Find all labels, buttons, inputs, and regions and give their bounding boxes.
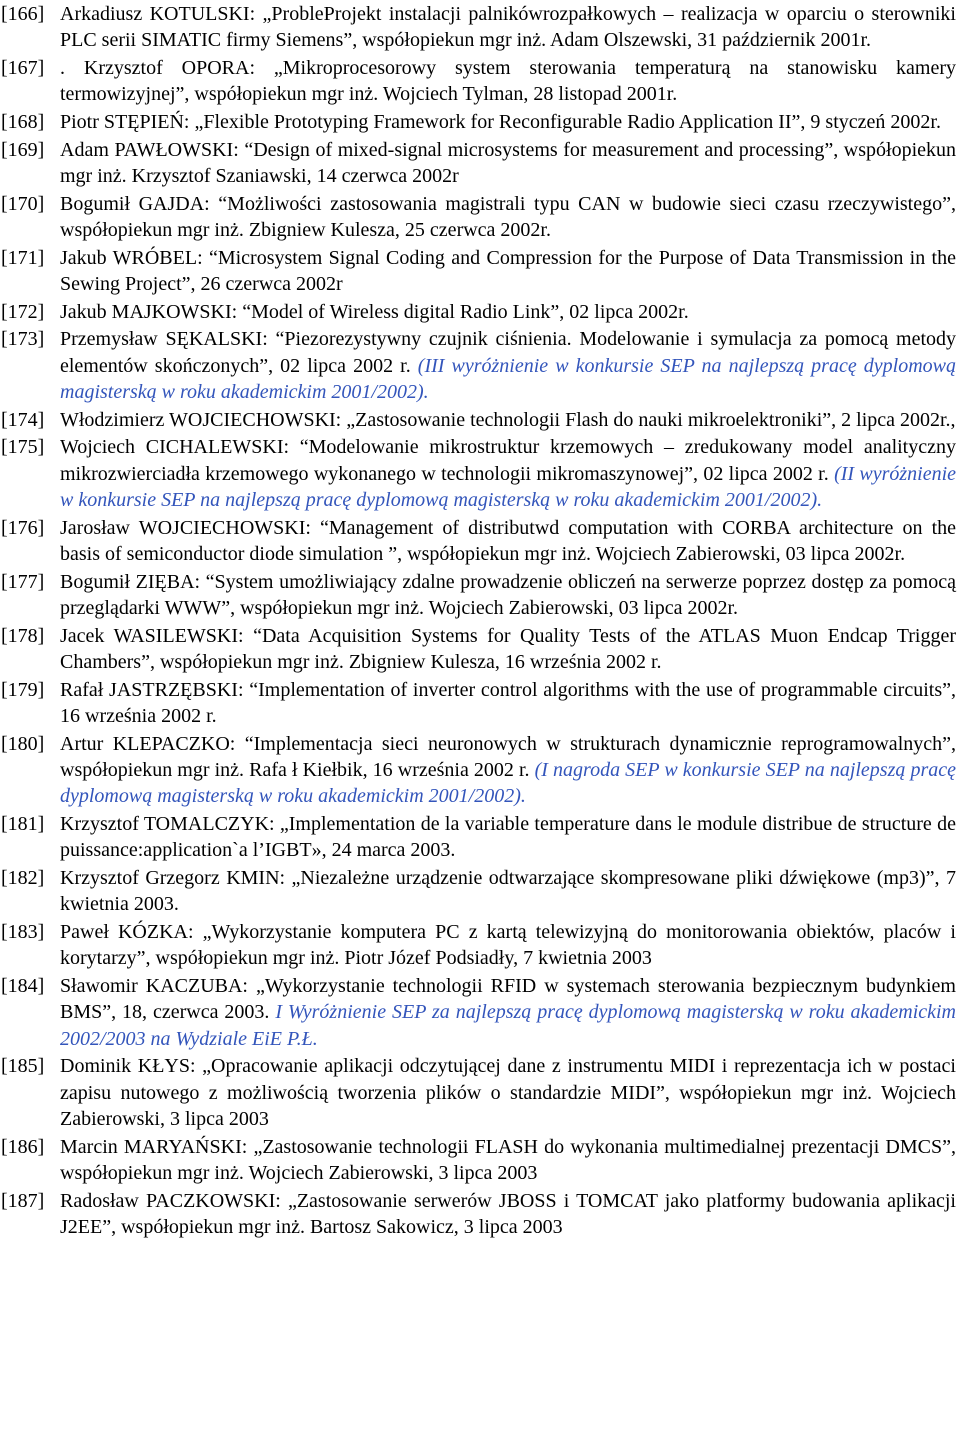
entry-number: [167]: [1, 57, 45, 79]
entry-body: [60, 677, 956, 730]
entry-number: [170]: [1, 192, 45, 215]
bibliography-entry: [0, 1053, 956, 1132]
entry-number: [186]: [1, 1135, 45, 1158]
entry-body: [60, 1053, 956, 1132]
entry-text: Wojciech CICHALEWSKI: “Modelowanie mikrostruktur krzemowych – zredukowany model analityczny mikrozwierciadła krzemowego wykonanego w technologii mikromaszynowej”, 02 lipca 2002 r.: [60, 436, 956, 485]
entry-text: Radosław PACZKOWSKI: „Zastosowanie serwerów JBOSS i TOMCAT jako platformy budowania aplikacji J2EE”, współopiekun mgr inż. Bartosz Sakowicz, 3 lipca 2003: [60, 1189, 956, 1239]
entry-number: [185]: [1, 1055, 45, 1078]
entry-body: [60, 865, 956, 918]
entry-body: [60, 1134, 956, 1187]
entry-text: Krzysztof Grzegorz KMIN: „Niezależne urządzenie odtwarzające skompresowane pliki dźwiękowe (mp3)”, 7 kwietnia 2003.: [60, 867, 956, 916]
entry-body: [60, 811, 956, 864]
bibliography-entry: [0, 299, 956, 325]
bibliography-entry: [0, 1188, 956, 1241]
entry-number: [181]: [1, 813, 45, 835]
bibliography-entry: [0, 137, 956, 190]
entry-body: [60, 623, 956, 676]
entry-text: Krzysztof TOMALCZYK: „Implementation de la variable temperature dans le module distribue de structure de puissance:application`a l’IGBT», 24 marca 2003.: [60, 813, 956, 862]
entry-number: [187]: [1, 1189, 45, 1212]
bibliography-entry: [0, 919, 956, 972]
entry-text: Włodzimierz WOJCIECHOWSKI: „Zastosowanie technologii Flash do nauki mikroelektroniki”, 2 lipca 2002r.,: [60, 408, 956, 431]
entry-award-note: (I nagroda SEP w konkursie SEP na najlepszą pracę dyplomową magisterską w roku akademickim 2001/2002).: [60, 759, 956, 808]
bibliography-entry: [0, 55, 956, 108]
entry-text: Przemysław SĘKALSKI: “Piezorezystywny czujnik ciśnienia. Modelowanie i symulacja za pomocą metody elementów skończonych”, 02 lipca 2002 r.: [60, 328, 956, 377]
entry-body: [60, 1188, 956, 1241]
entry-text: Sławomir KACZUBA: „Wykorzystanie technologii RFID w systemach sterowania bezpiecznym budynkiem BMS”, 18, czerwca 2003.: [60, 975, 956, 1024]
bibliography-entry: [0, 434, 956, 513]
bibliography-entry: [0, 623, 956, 676]
entry-text: Artur KLEPACZKO: “Implementacja sieci neuronowych w strukturach dynamicznie reprogramowalnych”, współopiekun mgr inż. Rafa ł Kiełbik, 16 września 2002 r.: [60, 732, 956, 781]
entry-number: [169]: [1, 138, 45, 161]
entry-body: [60, 245, 956, 298]
entry-text: Rafał JASTRZĘBSKI: “Implementation of inverter control algorithms with the use of programmable circuits”, 16 września 2002 r.: [60, 678, 956, 727]
entry-number: [168]: [1, 111, 45, 133]
entry-text: Bogumił GAJDA: “Możliwości zastosowania magistrali typu CAN w budowie sieci czasu rzeczywistego”, współopiekun mgr inż. Zbigniew Kulesza, 25 czerwca 2002r.: [60, 192, 956, 241]
entry-number: [183]: [1, 921, 45, 943]
entry-text: Jakub WRÓBEL: “Microsystem Signal Coding and Compression for the Purpose of Data Transmission in the Sewing Project”, 26 czerwca 2002r: [60, 246, 956, 295]
entry-body: [60, 973, 956, 1052]
bibliography-entry: [0, 973, 956, 1052]
entry-text: Jakub MAJKOWSKI: “Model of Wireless digital Radio Link”, 02 lipca 2002r.: [60, 300, 689, 323]
entry-body: [60, 407, 956, 433]
bibliography-entry: [0, 109, 956, 135]
entry-number: [175]: [1, 436, 45, 459]
bibliography-entry: [0, 407, 956, 433]
entry-award-note: (III wyróżnienie w konkursie SEP na najlepszą pracę dyplomową magisterską w roku akademickim 2001/2002).: [60, 354, 956, 403]
bibliography-entry: [0, 569, 956, 622]
entry-text: Bogumił ZIĘBA: “System umożliwiający zdalne prowadzenie obliczeń na serwerze poprzez dostęp za pomocą przeglądarki WWW”, współopiekun mgr inż. Wojciech Zabierowski, 03 lipca 2002r.: [60, 570, 956, 619]
bibliography-entry: [0, 811, 956, 864]
entry-body: [60, 191, 956, 244]
entry-text: Marcin MARYAŃSKI: „Zastosowanie technologii FLASH do wykonania multimedialnej prezentacji DMCS”, współopiekun mgr inż. Wojciech Zabierowski, 3 lipca 2003: [60, 1135, 956, 1185]
bibliography-entry: [0, 326, 956, 405]
bibliography-entry: [0, 245, 956, 298]
entry-number: [179]: [1, 678, 45, 701]
entry-number: [182]: [1, 867, 45, 889]
entry-number: [180]: [1, 732, 45, 755]
entry-number: [176]: [1, 516, 45, 539]
entry-number: [171]: [1, 246, 45, 269]
entry-text: Arkadiusz KOTULSKI: „ProbleProjekt instalacji palnikówrozpałkowych – realizacja w oparciu o sterowniki PLC serii SIMATIC firmy Siemens”, współopiekun mgr inż. Adam Olszewski, 31 październik 2001r.: [60, 3, 956, 52]
entry-number: [173]: [1, 328, 45, 351]
entry-body: [60, 1, 956, 54]
entry-text: Piotr STĘPIEŃ: „Flexible Prototyping Framework for Reconfigurable Radio Application II”, 9 styczeń 2002r.: [60, 111, 941, 133]
entry-text: Paweł KÓZKA: „Wykorzystanie komputera PC z kartą telewizyjną do monitorowania obiektów, placów i korytarzy”, współopiekun mgr inż. Piotr Józef Podsiadły, 7 kwietnia 2003: [60, 921, 956, 970]
bibliography-entry: [0, 1134, 956, 1187]
entry-number: [184]: [1, 975, 45, 997]
entry-body: [60, 55, 956, 108]
entry-number: [166]: [1, 3, 45, 25]
entry-body: [60, 919, 956, 972]
bibliography-entry: [0, 1, 956, 54]
entry-text: Dominik KŁYS: „Opracowanie aplikacji odczytującej dane z instrumentu MIDI i reprezentacja ich w postaci zapisu nutowego z możliwością tworzenia plików o standardzie MIDI”, współopiekun mgr inż. Wojciech Zabierowski, 3 lipca 2003: [60, 1055, 956, 1131]
entry-text: Jacek WASILEWSKI: “Data Acquisition Systems for Quality Tests of the ATLAS Muon Endcap Trigger Chambers”, współopiekun mgr inż. Zbigniew Kulesza, 16 września 2002 r.: [60, 624, 956, 673]
entry-body: [60, 515, 956, 568]
bibliography-entry: [0, 865, 956, 918]
entry-body: [60, 137, 956, 190]
entry-body: [60, 569, 956, 622]
entry-number: [177]: [1, 570, 45, 593]
entry-body: [60, 434, 956, 513]
entry-text: . Krzysztof OPORA: „Mikroprocesorowy system sterowania temperaturą na stanowisku kamery termowizyjnej”, współopiekun mgr inż. Wojciech Tylman, 28 listopad 2001r.: [60, 57, 956, 106]
bibliography-entry: [0, 731, 956, 810]
entry-number: [174]: [1, 408, 45, 431]
entry-body: [60, 731, 956, 810]
entry-award-note: (II wyróżnienie w konkursie SEP na najlepszą pracę dyplomową magisterską w roku akademickim 2001/2002).: [60, 462, 957, 511]
entry-text: Adam PAWŁOWSKI: “Design of mixed-signal microsystems for measurement and processing”, współopiekun mgr inż. Krzysztof Szaniawski, 14 czerwca 2002r: [60, 138, 956, 187]
bibliography-entry: [0, 515, 956, 568]
bibliography-entry: [0, 677, 956, 730]
entry-award-note: I Wyróżnienie SEP za najlepszą pracę dyplomową magisterską w roku akademickim 2002/2003 na Wydziale EiE P.Ł.: [60, 1001, 957, 1050]
entry-body: [60, 109, 956, 135]
entry-body: [60, 299, 956, 325]
entry-text: Jarosław WOJCIECHOWSKI: “Management of distributwd computation with CORBA architecture on the basis of semiconductor diode simulation ”, współopiekun mgr inż. Wojciech Zabierowski, 03 lipca 2002r.: [60, 516, 956, 565]
entry-number: [178]: [1, 624, 45, 647]
entry-body: [60, 326, 956, 405]
bibliography-entry: [0, 191, 956, 244]
entry-number: [172]: [1, 300, 45, 323]
